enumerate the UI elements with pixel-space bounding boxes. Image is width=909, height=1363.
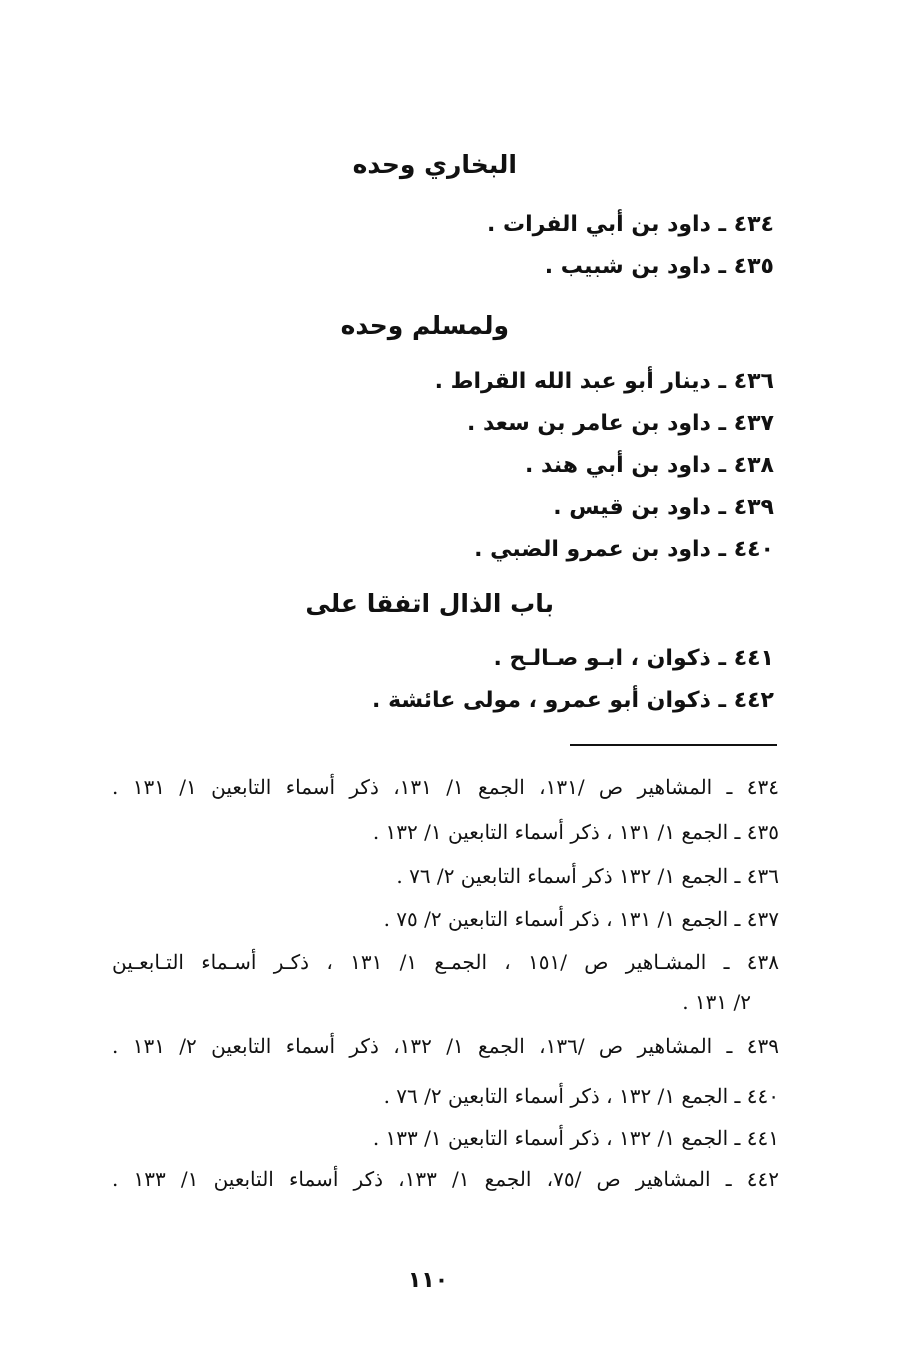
entry-438: ٤٣٨ ـ داود بن أبي هند . [525, 453, 774, 478]
entry-441: ٤٤١ ـ ذكوان ، ابـو صـالـح . [493, 646, 774, 671]
section-heading-dhal: باب الذال اتفقا على [305, 589, 554, 618]
footnote-441: ٤٤١ ـ الجمع ١/ ١٣٢ ، ذكر أسماء التابعين ١/ ١٣٣ . [372, 1126, 779, 1150]
page-number: ١١٠ [407, 1268, 449, 1293]
entry-439: ٤٣٩ ـ داود بن قيس . [553, 495, 774, 520]
entry-442: ٤٤٢ ـ ذكوان أبو عمرو ، مولى عائشة . [372, 688, 774, 713]
section-heading-muslim: ولمسلم وحده [340, 311, 509, 340]
footnote-440: ٤٤٠ ـ الجمع ١/ ١٣٢ ، ذكر أسماء التابعين ٢/ ٧٦ . [383, 1084, 779, 1108]
section-heading-bukhari: البخاري وحده [352, 150, 517, 179]
footnote-separator [570, 744, 777, 746]
footnote-442: ٤٤٢ ـ المشاهير ص /٧٥، الجمع ١/ ١٣٣، ذكر أسماء التابعين ١/ ١٣٣ . [112, 1167, 779, 1191]
entry-435: ٤٣٥ ـ داود بن شبيب . [544, 254, 774, 279]
entry-434: ٤٣٤ ـ داود بن أبي الفرات . [486, 212, 774, 237]
footnote-439: ٤٣٩ ـ المشاهير ص /١٣٦، الجمع ١/ ١٣٢، ذكر أسماء التابعين ٢/ ١٣١ . [112, 1034, 779, 1058]
footnote-435: ٤٣٥ ـ الجمع ١/ ١٣١ ، ذكر أسماء التابعين ١/ ١٣٢ . [372, 820, 779, 844]
footnote-438: ٤٣٨ ـ المشـاهير ص /١٥١ ، الجمـع ١/ ١٣١ ، ذكـر أسـماء التـابعـين [112, 950, 779, 974]
footnote-436: ٤٣٦ ـ الجمع ١/ ١٣٢ ذكر أسماء التابعين ٢/ ٧٦ . [396, 864, 779, 888]
entry-440: ٤٤٠ ـ داود بن عمرو الضبي . [474, 537, 774, 562]
entry-436: ٤٣٦ ـ دينار أبو عبد الله القراط . [434, 369, 774, 394]
entry-437: ٤٣٧ ـ داود بن عامر بن سعد . [466, 411, 774, 436]
footnote-434: ٤٣٤ ـ المشاهير ص /١٣١، الجمع ١/ ١٣١، ذكر أسماء التابعين ١/ ١٣١ . [112, 775, 779, 799]
footnote-437: ٤٣٧ ـ الجمع ١/ ١٣١ ، ذكر أسماء التابعين ٢/ ٧٥ . [383, 907, 779, 931]
footnote-438-continuation: ٢/ ١٣١ . [682, 990, 751, 1014]
